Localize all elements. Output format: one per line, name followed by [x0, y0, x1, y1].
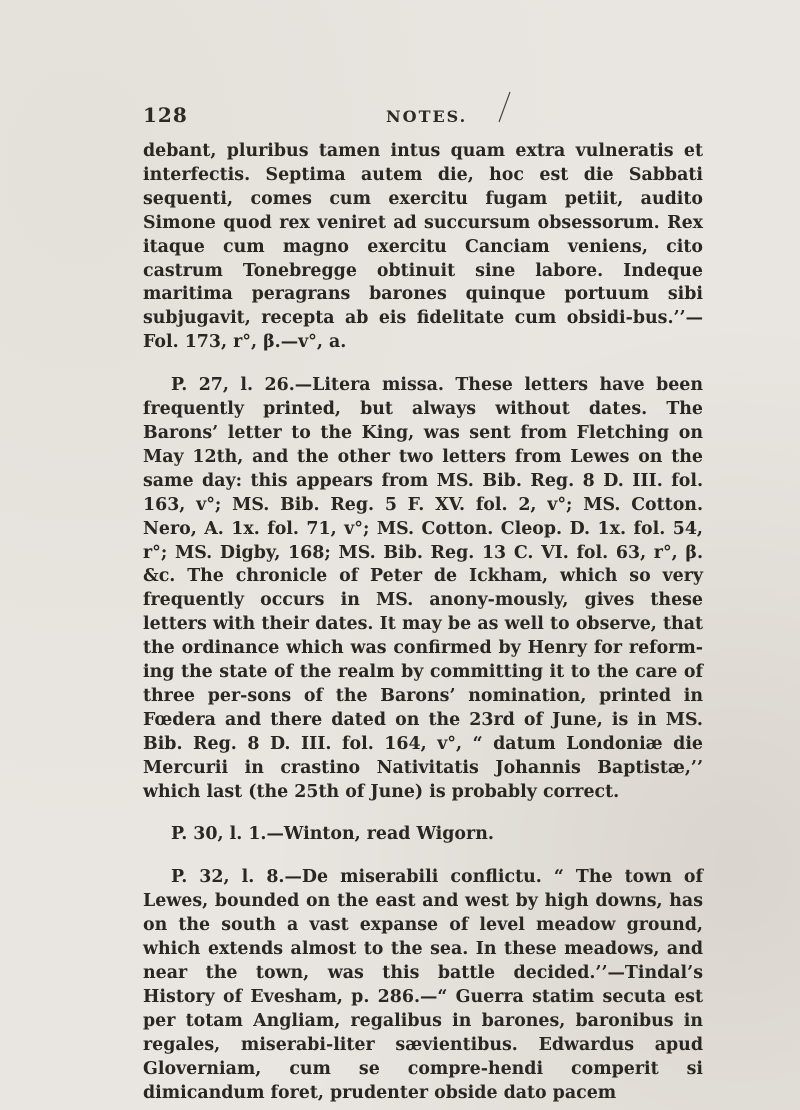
paragraph-note-p32: P. 32, l. 8.—De miserabili conflictu. “ The town of Lewes, bounded on the east and west by high downs, has on the south a vast expanse of level meadow ground, which extends almost to the sea. In these meadows, and near the town, was this battle decided.’’—Tindal’s History of Evesham, p. 286.—“ Guerra statim secuta est per totam Angliam, regalibus in barones, baronibus in regales, miserabi-liter sævientibus. Edwardus apud Gloverniam, cum se compre-hendi comperit si dimicandum foret, prudenter obside dato pacem: [143, 867, 703, 1103]
pencil-mark-icon: [495, 90, 513, 124]
running-title: NOTES.: [386, 107, 468, 126]
paragraph-debant: debant, pluribus tamen intus quam extra vulneratis et interfectis. Septima autem die, hoc est die Sabbati sequenti, comes cum exercitu fugam petiit, audito Simone quod rex veniret ad succursum obsessorum. Rex itaque cum magno exercitu Canciam veniens, cito castrum Tonebregge obtinuit sine labore. Indeque maritima peragrans barones quinque portuum sibi subjugavit, recepta ab eis fidelitate cum obsidi-bus.’’—Fol. 173, r°, β.—v°, a.: [143, 141, 703, 353]
page-number: 128: [143, 103, 188, 127]
notes-body: [143, 140, 703, 1105]
paragraph-note-p30: P. 30, l. 1.—Winton, read Wigorn.: [171, 824, 494, 845]
page-header: [143, 103, 703, 133]
paragraph-note-p27: P. 27, l. 26.—Litera missa. These letters have been frequently printed, but always without dates. The Barons’ letter to the King, was sent from Fletching on May 12th, and the other two letters from Lewes on the same day: this appears from MS. Bib. Reg. 8 D. III. fol. 163, v°; MS. Bib. Reg. 5 F. XV. fol. 2, v°; MS. Cotton. Nero, A. 1x. fol. 71, v°; MS. Cotton. Cleop. D. 1x. fol. 54, r°; MS. Digby, 168; MS. Bib. Reg. 13 C. VI. fol. 63, r°, β. &c. The chronicle of Peter de Ickham, which so very frequently occurs in MS. anony-mously, gives these letters with their dates. It may be as well to observe, that the ordinance which was confirmed by Henry for reform-ing the state of the realm by committing it to the care of three per-sons of the Barons’ nomination, printed in Fœdera and there dated on the 23rd of June, is in MS. Bib. Reg. 8 D. III. fol. 164, v°, “ datum Londoniæ die Mercurii in crastino Nativitatis Johannis Baptistæ,’’ which last (the 25th of June) is probably correct.: [143, 375, 703, 802]
